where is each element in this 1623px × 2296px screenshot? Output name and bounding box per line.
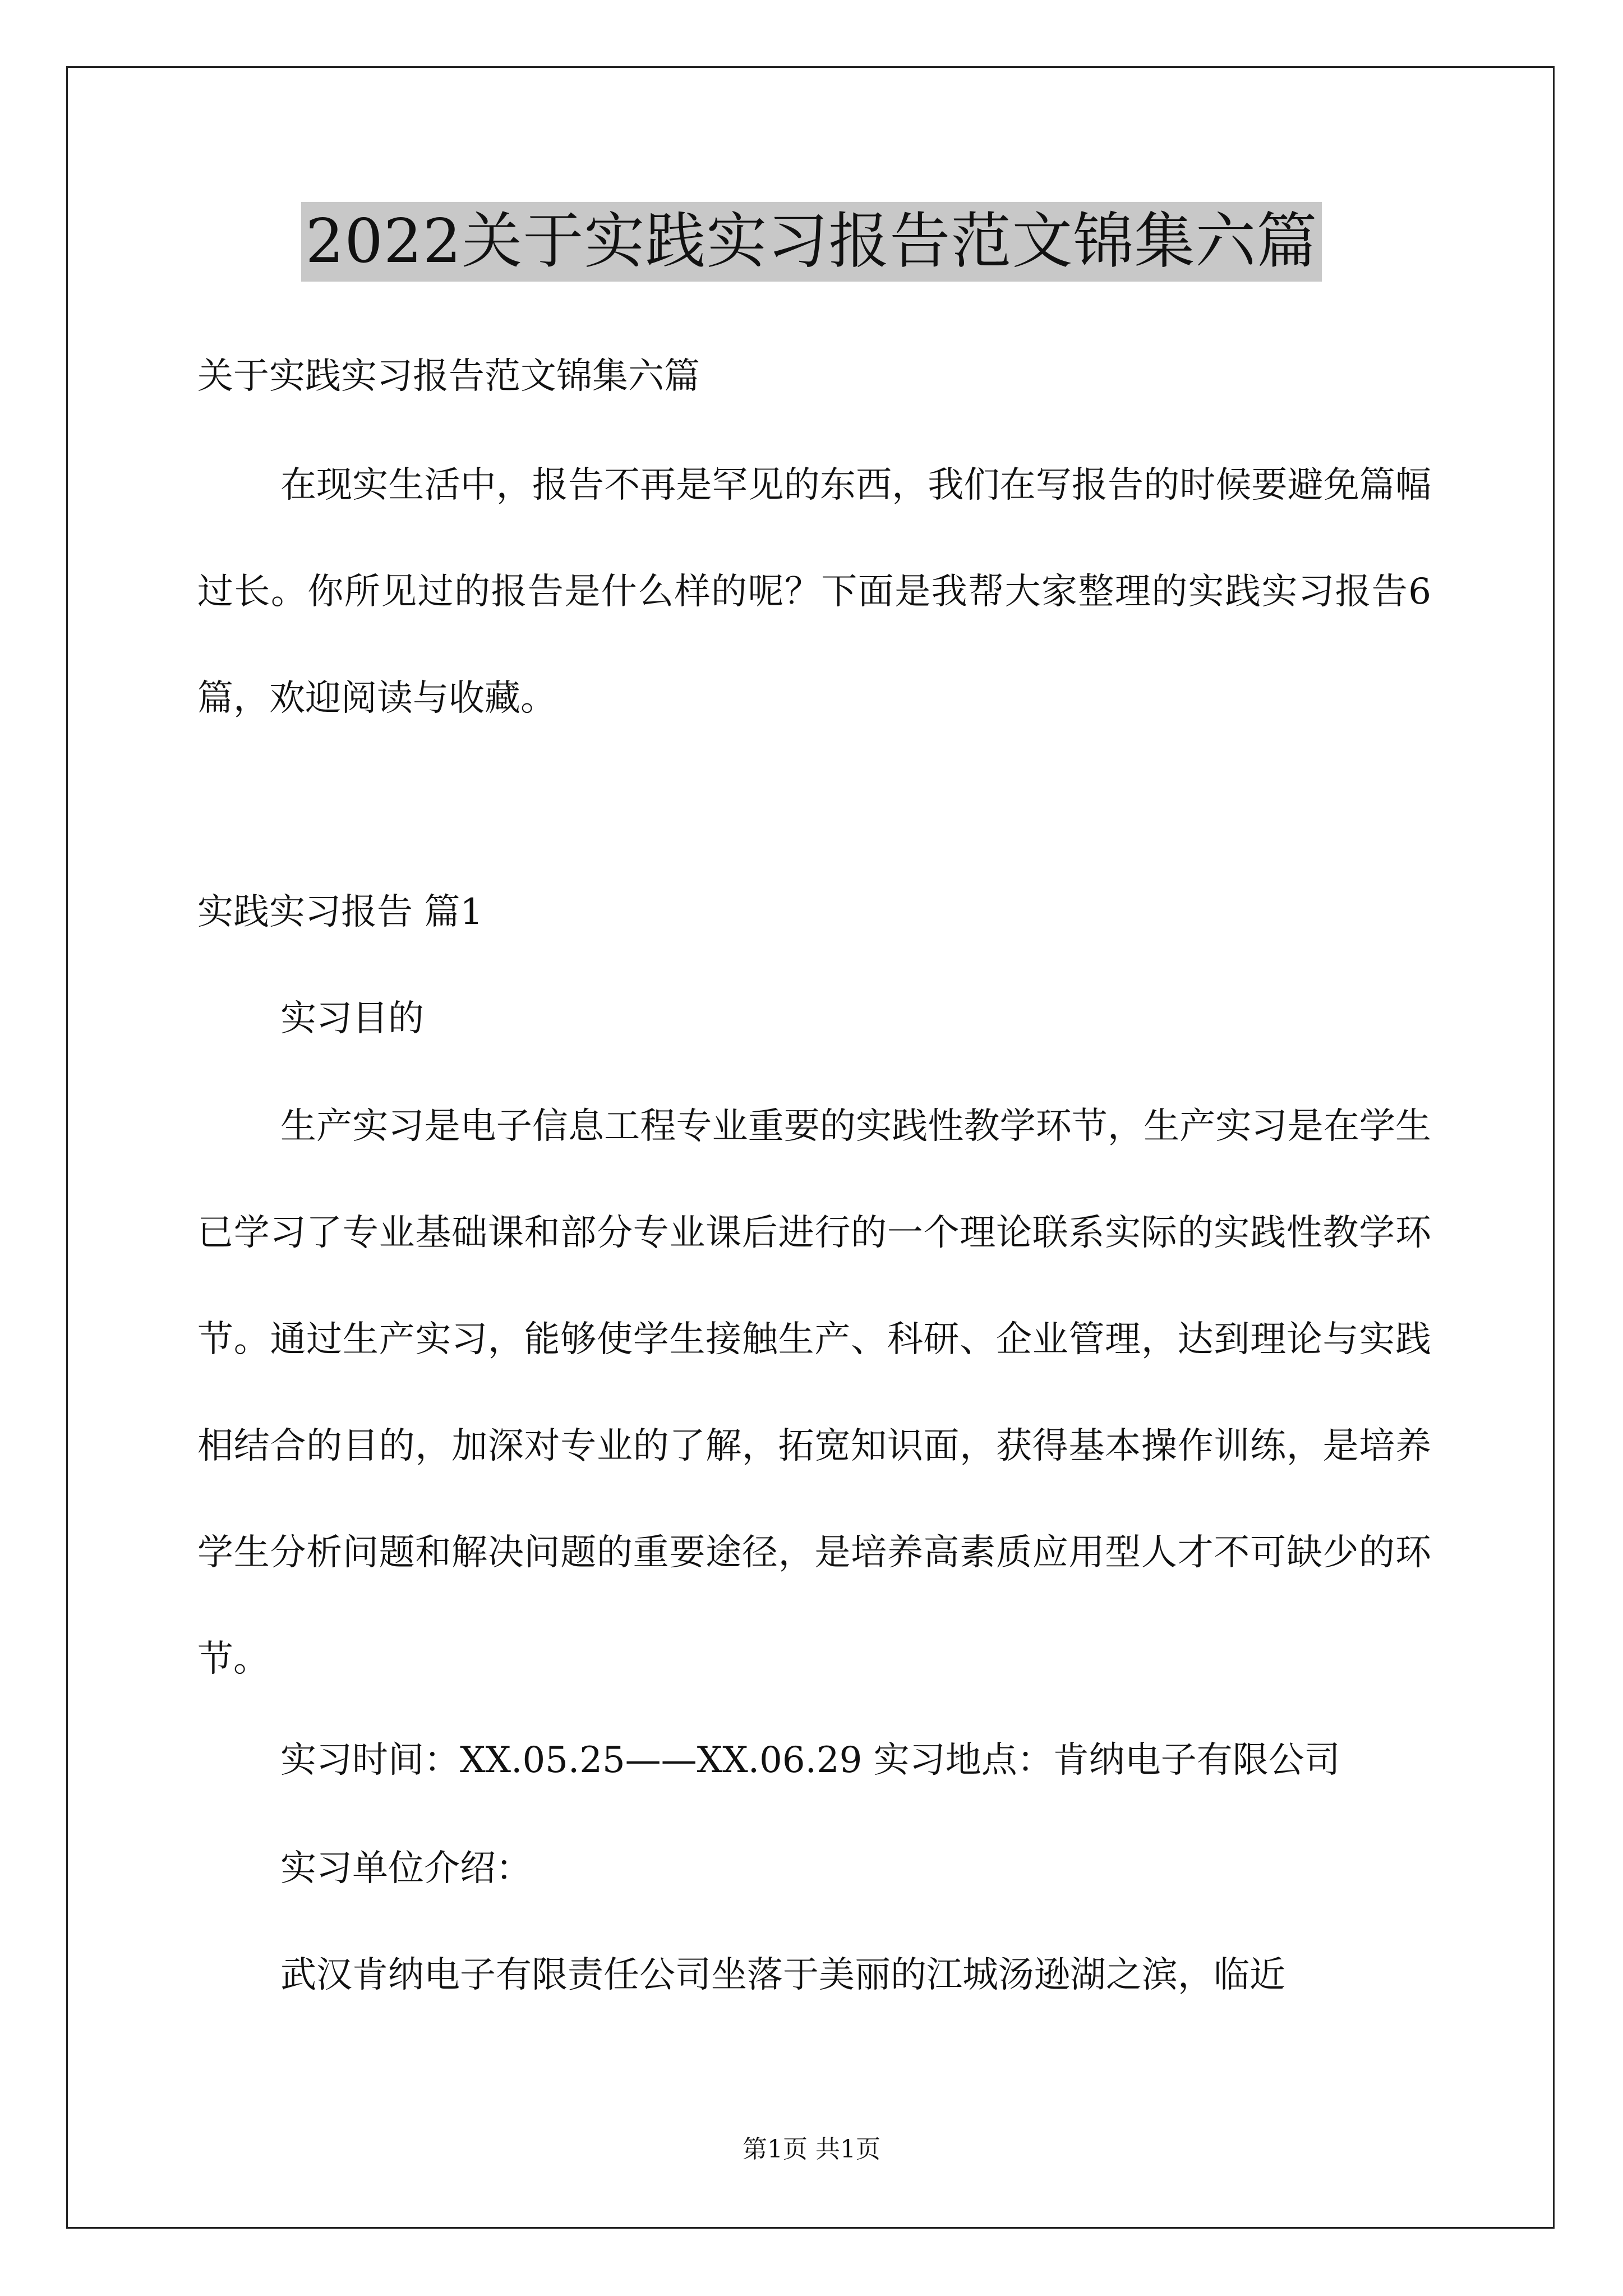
page-footer: 第1页 共1页 <box>743 2135 880 2164</box>
unit-paragraph: 武汉肯纳电子有限责任公司坐落于美丽的江城汤逊湖之滨，临近 <box>280 1954 1285 1996</box>
document-title: 2022关于实践实习报告范文锦集六篇 <box>301 202 1322 282</box>
purpose-paragraph: 生产实习是电子信息工程专业重要的实践性教学环节，生产实习是在学生已学习了专业基础课和部分专业课后进行的一个理论联系实际的实践性教学环节。通过生产实习，能够使学生接触生产、科研、企业管理，达到理论与实践相结合的目的，加深对专业的了解，拓宽知识面，获得基本操作训练，是培养学生分析问题和解决问题的重要途径，是培养高素质应用型人才不可缺少的环节。 <box>197 1106 1431 1680</box>
title-container <box>0 202 1623 282</box>
time-place-line: 实习时间：XX.05.25——XX.06.29 实习地点：肯纳电子有限公司 <box>280 1740 1340 1781</box>
purpose-label: 实习目的 <box>280 998 424 1039</box>
intro-paragraph: 在现实生活中，报告不再是罕见的东西，我们在写报告的时候要避免篇幅过长。你所见过的报告是什么样的呢？下面是我帮大家整理的实践实习报告6篇，欢迎阅读与收藏。 <box>197 464 1431 719</box>
unit-label: 实习单位介绍： <box>280 1848 532 1889</box>
section-heading: 实践实习报告 篇1 <box>197 891 483 933</box>
document-subtitle: 关于实践实习报告范文锦集六篇 <box>197 356 700 397</box>
